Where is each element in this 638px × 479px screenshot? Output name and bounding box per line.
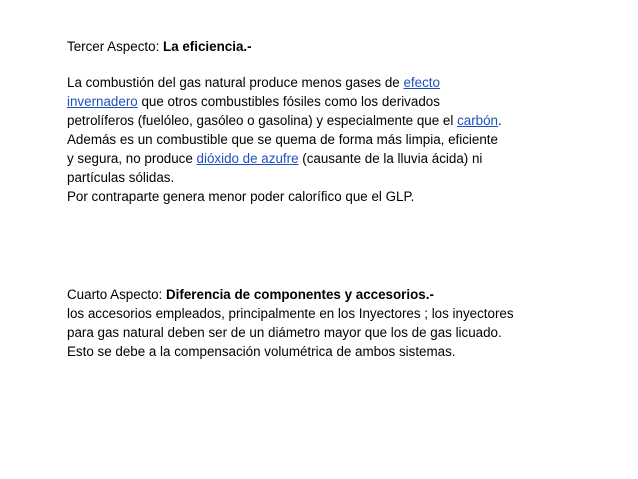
link-dioxido-de-azufre[interactable]: dióxido de azufre (196, 151, 299, 166)
text-run: . (498, 113, 502, 128)
paragraph-line (67, 92, 587, 111)
section2 (67, 285, 587, 361)
section2-heading-title: Diferencia de componentes y accesorios.- (166, 287, 434, 302)
paragraph-line (67, 187, 587, 206)
paragraph-line (67, 168, 587, 187)
paragraph-line (67, 130, 587, 149)
link-invernadero[interactable]: invernadero (67, 94, 138, 109)
paragraph-line: los accesorios empleados, principalmente en los Inyectores ; los inyectores (67, 306, 514, 321)
section2-heading-prefix: Cuarto Aspecto: (67, 287, 166, 302)
section1-heading-prefix: Tercer Aspecto: (67, 39, 164, 54)
text-run: y segura, no produce (67, 151, 197, 166)
paragraph-line (67, 111, 587, 130)
paragraph-line: para gas natural deben ser de un diámetro mayor que los de gas licuado. (67, 325, 502, 340)
link-carbon[interactable]: carbón (457, 113, 499, 128)
paragraph-line (67, 73, 587, 92)
text-run: que otros combustibles fósiles como los derivados (137, 94, 440, 109)
section1-body (67, 73, 587, 206)
text-run: Por contraparte genera menor poder calorífico que el GLP. (67, 189, 415, 204)
paragraph-line (67, 149, 587, 168)
text-run: Además es un combustible que se quema de forma más limpia, eficiente (67, 132, 498, 147)
section1-heading (67, 37, 587, 56)
text-run: petrolíferos (fuelóleo, gasóleo o gasolina) y especialmente que el (67, 113, 458, 128)
text-run: partículas sólidas. (67, 170, 175, 185)
text-run: La combustión del gas natural produce menos gases de (67, 75, 404, 90)
link-efecto[interactable]: efecto (403, 75, 440, 90)
paragraph-line: Esto se debe a la compensación volumétrica de ambos sistemas. (67, 344, 456, 359)
section1-heading-title: La eficiencia.- (163, 39, 252, 54)
text-run: (causante de la lluvia ácida) ni (298, 151, 483, 166)
section2-heading (67, 285, 587, 304)
